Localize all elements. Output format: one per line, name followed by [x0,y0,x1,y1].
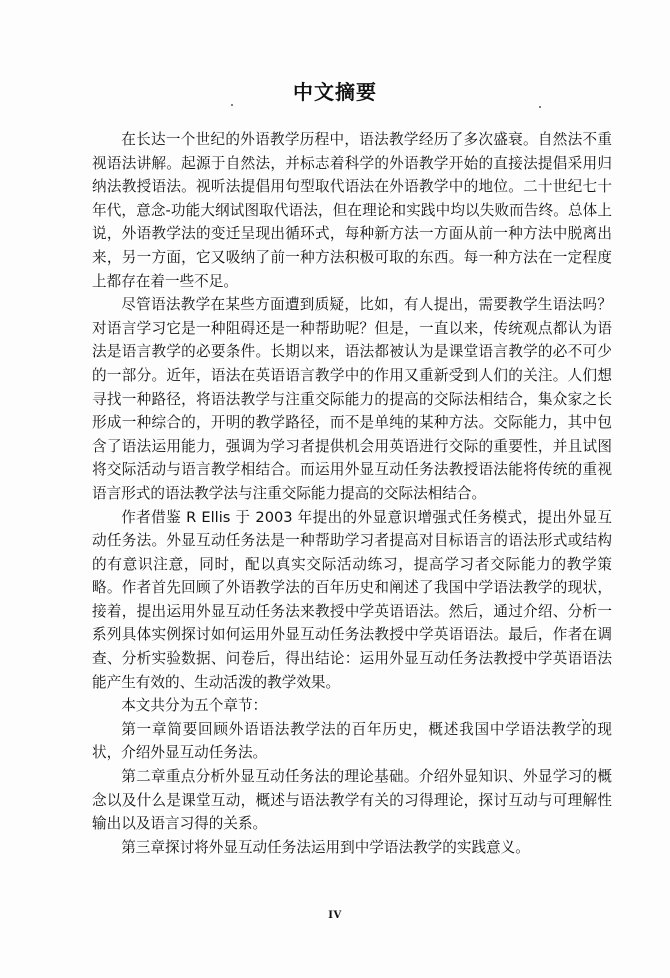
paragraph: 在长达一个世纪的外语教学历程中，语法教学经历了多次盛衰。自然法不重视语法讲解。起源于自然法，并标志着科学的外语教学开始的直接法提倡采用归纳法教授语法。视听法提倡用句型取代语法在外语教学中的地位。二十世纪七十年代，意念-功能大纲试图取代语法，但在理论和实践中均以失败而告终。总体上说，外语教学法的变迁呈现出循环式，每种新方法一方面从前一种方法中脱离出来，另一方面，它又吸纳了前一种方法积极可取的东西。每一种方法在一定程度上都存在着一些不足。 [92,131,612,290]
abstract-body [92,128,612,859]
scan-speck [539,106,541,108]
paragraph: 作者借鉴 R Ellis 于 2003 年提出的外显意识增强式任务模式，提出外显互动任务法。外显互动任务法是一种帮助学习者提高对目标语言的语法形式或结构的有意识注意，同时，配以真实交际活动练习，提高学习者交际能力的教学策略。作者首先回顾了外语教学法的百年历史和阐述了我国中学语法教学的现状，接着，提出运用外显互动任务法来教授中学英语语法。然后，通过介绍、分析一系列具体实例探讨如何运用外显互动任务法教授中学英语语法。最后，作者在调查、分析实验数据、问卷后，得出结论：运用外显互动任务法教授中学英语语法能产生有效的、生动活泼的教学效果。 [92,508,612,691]
paragraph: 第二章重点分析外显互动任务法的理论基础。介绍外显知识、外显学习的概念以及什么是课堂互动，概述与语法教学有关的习得理论，探讨互动与可理解性输出以及语言习得的关系。 [92,768,612,833]
paragraph: 尽管语法教学在某些方面遭到质疑，比如，有人提出，需要教学生语法吗？对语言学习它是一种阻碍还是一种帮助呢？但是，一直以来，传统观点都认为语法是语言教学的必要条件。长期以来，语法都被认为是课堂语言教学的必不可少的一部分。近年，语法在英语语言教学中的作用又重新受到人们的关注。人们想寻找一种路径，将语法教学与注重交际能力的提高的交际法相结合，集众家之长形成一种综合的，开明的教学路径，而不是单纯的某种方法。交际能力，其中包含了语法运用能力，强调为学习者提供机会用英语进行交际的重要性，并且试图将交际活动与语言教学相结合。而运用外显互动任务法教授语法能将传统的重视语言形式的语法教学法与注重交际能力提高的交际法相结合。 [92,296,612,502]
paragraph: 本文共分为五个章节： [121,697,268,715]
page-title: 中文摘要 [293,80,377,104]
page-number: IV [328,910,342,921]
paragraph: 第三章探讨将外显互动任务法运用到中学语法教学的实践意义。 [121,838,530,856]
paragraph: 第一章简要回顾外语语法教学法的百年历史，概述我国中学语法教学的现状，介绍外显互动任务法。 [92,720,612,762]
